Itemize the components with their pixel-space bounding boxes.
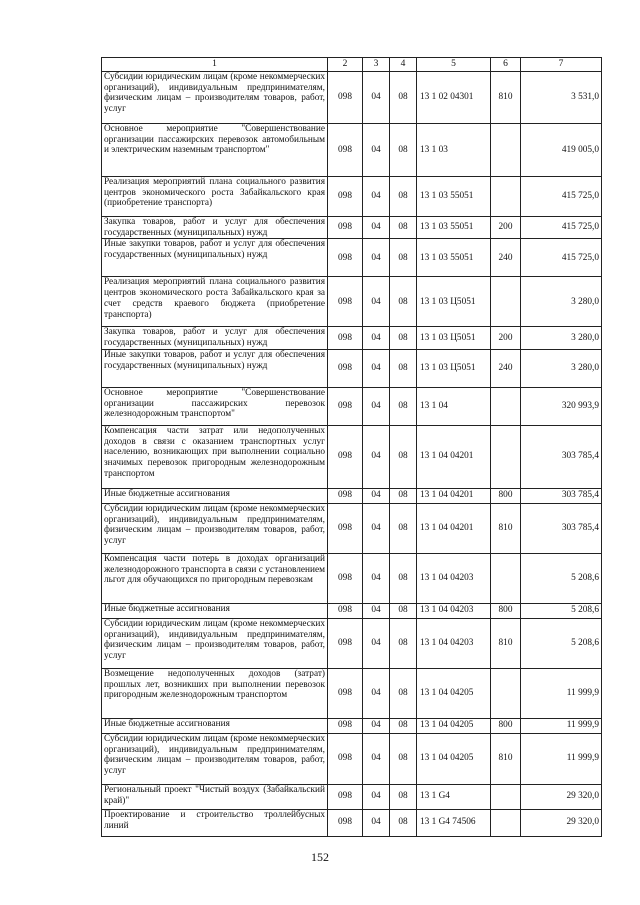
- cell-target-article: 13 1 03: [417, 124, 491, 177]
- cell-subsection: 08: [390, 217, 417, 239]
- cell-ministry-code: 098: [328, 809, 363, 836]
- cell-section: 04: [363, 618, 390, 668]
- table-row: [102, 217, 602, 239]
- cell-amount: 11 999,9: [521, 733, 602, 784]
- cell-name: Основное мероприятие "Совершенствование организации пассажирских перевозок автомобильным и электрическим наземным транспортом": [102, 124, 328, 177]
- cell-name: Проектирование и строительство троллейбусных линий: [102, 809, 328, 836]
- table-row: [102, 733, 602, 784]
- cell-target-article: 13 1 03 55051: [417, 177, 491, 217]
- cell-section: 04: [363, 72, 390, 124]
- cell-ministry-code: 098: [328, 327, 363, 349]
- table-row: [102, 784, 602, 809]
- table-header-row: [102, 58, 602, 72]
- cell-amount: 3 280,0: [521, 349, 602, 387]
- cell-expense-type: [491, 553, 521, 603]
- cell-subsection: 08: [390, 809, 417, 836]
- cell-name: Компенсация части потерь в доходах организаций железнодорожного транспорта в связи с установлением льгот для обучающихся по пригородным перевозкам: [102, 553, 328, 603]
- cell-expense-type: [491, 177, 521, 217]
- cell-name: Региональный проект "Чистый воздух (Забайкальский край)": [102, 784, 328, 809]
- table-row: [102, 277, 602, 327]
- cell-subsection: 08: [390, 603, 417, 618]
- cell-name: Закупка товаров, работ и услуг для обеспечения государственных (муниципальных) нужд: [102, 327, 328, 349]
- cell-target-article: 13 1 03 55051: [417, 217, 491, 239]
- cell-name: Иные бюджетные ассигнования: [102, 488, 328, 503]
- cell-expense-type: 200: [491, 327, 521, 349]
- cell-expense-type: [491, 784, 521, 809]
- table-body: [102, 58, 602, 837]
- table-row: [102, 177, 602, 217]
- cell-target-article: 13 1 03 Ц5051: [417, 277, 491, 327]
- cell-section: 04: [363, 809, 390, 836]
- table-row: [102, 349, 602, 387]
- cell-subsection: 08: [390, 618, 417, 668]
- cell-ministry-code: 098: [328, 72, 363, 124]
- cell-ministry-code: 098: [328, 425, 363, 488]
- cell-subsection: 08: [390, 503, 417, 553]
- cell-amount: 5 208,6: [521, 618, 602, 668]
- cell-section: 04: [363, 425, 390, 488]
- cell-target-article: 13 1 04 04201: [417, 488, 491, 503]
- cell-name: Реализация мероприятий плана социального развития центров экономического роста Забайкальского края за счет средств краевого бюджета (приобретение транспорта): [102, 277, 328, 327]
- cell-section: 04: [363, 503, 390, 553]
- cell-target-article: 13 1 G4 74506: [417, 809, 491, 836]
- cell-ministry-code: 098: [328, 553, 363, 603]
- cell-section: 04: [363, 349, 390, 387]
- cell-target-article: 13 1 02 04301: [417, 72, 491, 124]
- cell-subsection: 08: [390, 72, 417, 124]
- cell-expense-type: 810: [491, 733, 521, 784]
- page-number: 152: [311, 850, 329, 864]
- table-row: [102, 387, 602, 425]
- cell-name: Основное мероприятие "Совершенствование организации пассажирских перевозок железнодорожным транспортом": [102, 387, 328, 425]
- cell-ministry-code: 098: [328, 784, 363, 809]
- cell-amount: 29 320,0: [521, 809, 602, 836]
- cell-ministry-code: 098: [328, 668, 363, 718]
- cell-name: Закупка товаров, работ и услуг для обеспечения государственных (муниципальных) нужд: [102, 217, 328, 239]
- cell-name: Иные бюджетные ассигнования: [102, 603, 328, 618]
- header-cell: 4: [390, 58, 417, 72]
- cell-name: Возмещение недополученных доходов (затрат) прошлых лет, возникших при выполнении перевозок пригородным железнодорожным транспортом: [102, 668, 328, 718]
- header-cell: 7: [521, 58, 602, 72]
- cell-name: Иные бюджетные ассигнования: [102, 718, 328, 733]
- header-cell: 5: [417, 58, 491, 72]
- cell-ministry-code: 098: [328, 733, 363, 784]
- cell-amount: 419 005,0: [521, 124, 602, 177]
- cell-target-article: 13 1 04 04205: [417, 718, 491, 733]
- cell-expense-type: 800: [491, 718, 521, 733]
- cell-subsection: 08: [390, 327, 417, 349]
- cell-section: 04: [363, 387, 390, 425]
- cell-expense-type: [491, 277, 521, 327]
- cell-target-article: 13 1 04 04201: [417, 425, 491, 488]
- cell-target-article: 13 1 04 04205: [417, 668, 491, 718]
- cell-subsection: 08: [390, 177, 417, 217]
- cell-ministry-code: 098: [328, 239, 363, 277]
- cell-ministry-code: 098: [328, 488, 363, 503]
- cell-target-article: 13 1 03 55051: [417, 239, 491, 277]
- header-cell: 3: [363, 58, 390, 72]
- cell-target-article: 13 1 04 04203: [417, 553, 491, 603]
- table-row: [102, 239, 602, 277]
- cell-ministry-code: 098: [328, 603, 363, 618]
- cell-ministry-code: 098: [328, 124, 363, 177]
- table-row: [102, 488, 602, 503]
- cell-amount: 303 785,4: [521, 488, 602, 503]
- cell-amount: 11 999,9: [521, 718, 602, 733]
- header-cell: 2: [328, 58, 363, 72]
- table-row: [102, 809, 602, 836]
- cell-name: Компенсация части затрат или недополученных доходов в связи с оказанием транспортных услуг населению, возникающих при выполнении социально значимых перевозок пригородным железнодорожным транспортом: [102, 425, 328, 488]
- cell-expense-type: [491, 809, 521, 836]
- table-row: [102, 603, 602, 618]
- header-cell: 6: [491, 58, 521, 72]
- cell-target-article: 13 1 04: [417, 387, 491, 425]
- cell-ministry-code: 098: [328, 349, 363, 387]
- cell-subsection: 08: [390, 553, 417, 603]
- cell-section: 04: [363, 277, 390, 327]
- cell-expense-type: [491, 387, 521, 425]
- cell-section: 04: [363, 784, 390, 809]
- cell-expense-type: [491, 124, 521, 177]
- cell-section: 04: [363, 124, 390, 177]
- table-row: [102, 425, 602, 488]
- table-row: [102, 72, 602, 124]
- cell-expense-type: 240: [491, 239, 521, 277]
- table-row: [102, 327, 602, 349]
- cell-amount: 11 999,9: [521, 668, 602, 718]
- cell-subsection: 08: [390, 239, 417, 277]
- cell-name: Субсидии юридическим лицам (кроме некоммерческих организаций), индивидуальным предпринимателям, физическим лицам – производителям товаров, работ, услуг: [102, 618, 328, 668]
- cell-expense-type: [491, 668, 521, 718]
- cell-target-article: 13 1 G4: [417, 784, 491, 809]
- cell-name: Иные закупки товаров, работ и услуг для обеспечения государственных (муниципальных) нужд: [102, 349, 328, 387]
- cell-expense-type: 810: [491, 503, 521, 553]
- cell-target-article: 13 1 04 04203: [417, 603, 491, 618]
- cell-ministry-code: 098: [328, 503, 363, 553]
- cell-amount: 5 208,6: [521, 553, 602, 603]
- cell-expense-type: 800: [491, 488, 521, 503]
- cell-subsection: 08: [390, 425, 417, 488]
- budget-table: [101, 57, 602, 837]
- cell-amount: 415 725,0: [521, 177, 602, 217]
- cell-expense-type: 240: [491, 349, 521, 387]
- cell-expense-type: 800: [491, 603, 521, 618]
- table-row: [102, 503, 602, 553]
- cell-subsection: 08: [390, 124, 417, 177]
- cell-amount: 29 320,0: [521, 784, 602, 809]
- cell-amount: 415 725,0: [521, 217, 602, 239]
- table-row: [102, 668, 602, 718]
- cell-section: 04: [363, 668, 390, 718]
- header-cell: 1: [102, 58, 328, 72]
- cell-name: Реализация мероприятий плана социального развития центров экономического роста Забайкальского края (приобретение транспорта): [102, 177, 328, 217]
- table-row: [102, 553, 602, 603]
- cell-section: 04: [363, 718, 390, 733]
- cell-target-article: 13 1 04 04203: [417, 618, 491, 668]
- cell-section: 04: [363, 177, 390, 217]
- table-row: [102, 124, 602, 177]
- cell-amount: 303 785,4: [521, 503, 602, 553]
- cell-subsection: 08: [390, 277, 417, 327]
- cell-section: 04: [363, 488, 390, 503]
- cell-ministry-code: 098: [328, 387, 363, 425]
- cell-target-article: 13 1 03 Ц5051: [417, 327, 491, 349]
- cell-amount: 5 208,6: [521, 603, 602, 618]
- cell-subsection: 08: [390, 784, 417, 809]
- cell-amount: 3 280,0: [521, 277, 602, 327]
- cell-amount: 3 280,0: [521, 327, 602, 349]
- cell-target-article: 13 1 04 04201: [417, 503, 491, 553]
- cell-amount: 320 993,9: [521, 387, 602, 425]
- table-row: [102, 618, 602, 668]
- cell-section: 04: [363, 327, 390, 349]
- cell-section: 04: [363, 733, 390, 784]
- cell-expense-type: 810: [491, 618, 521, 668]
- cell-name: Субсидии юридическим лицам (кроме некоммерческих организаций), индивидуальным предпринимателям, физическим лицам – производителям товаров, работ, услуг: [102, 733, 328, 784]
- cell-subsection: 08: [390, 718, 417, 733]
- cell-section: 04: [363, 603, 390, 618]
- cell-subsection: 08: [390, 349, 417, 387]
- cell-name: Субсидии юридическим лицам (кроме некоммерческих организаций), индивидуальным предпринимателям, физическим лицам – производителям товаров, работ, услуг: [102, 503, 328, 553]
- cell-ministry-code: 098: [328, 277, 363, 327]
- cell-ministry-code: 098: [328, 217, 363, 239]
- cell-section: 04: [363, 553, 390, 603]
- cell-subsection: 08: [390, 668, 417, 718]
- cell-amount: 303 785,4: [521, 425, 602, 488]
- cell-target-article: 13 1 04 04205: [417, 733, 491, 784]
- cell-section: 04: [363, 239, 390, 277]
- cell-ministry-code: 098: [328, 177, 363, 217]
- cell-expense-type: 200: [491, 217, 521, 239]
- cell-amount: 3 531,0: [521, 72, 602, 124]
- cell-section: 04: [363, 217, 390, 239]
- cell-target-article: 13 1 03 Ц5051: [417, 349, 491, 387]
- table-row: [102, 718, 602, 733]
- cell-expense-type: 810: [491, 72, 521, 124]
- cell-subsection: 08: [390, 733, 417, 784]
- cell-expense-type: [491, 425, 521, 488]
- cell-ministry-code: 098: [328, 618, 363, 668]
- cell-amount: 415 725,0: [521, 239, 602, 277]
- cell-name: Субсидии юридическим лицам (кроме некоммерческих организаций), индивидуальным предпринимателям, физическим лицам – производителям товаров, работ, услуг: [102, 72, 328, 124]
- cell-name: Иные закупки товаров, работ и услуг для обеспечения государственных (муниципальных) нужд: [102, 239, 328, 277]
- cell-subsection: 08: [390, 488, 417, 503]
- cell-ministry-code: 098: [328, 718, 363, 733]
- cell-subsection: 08: [390, 387, 417, 425]
